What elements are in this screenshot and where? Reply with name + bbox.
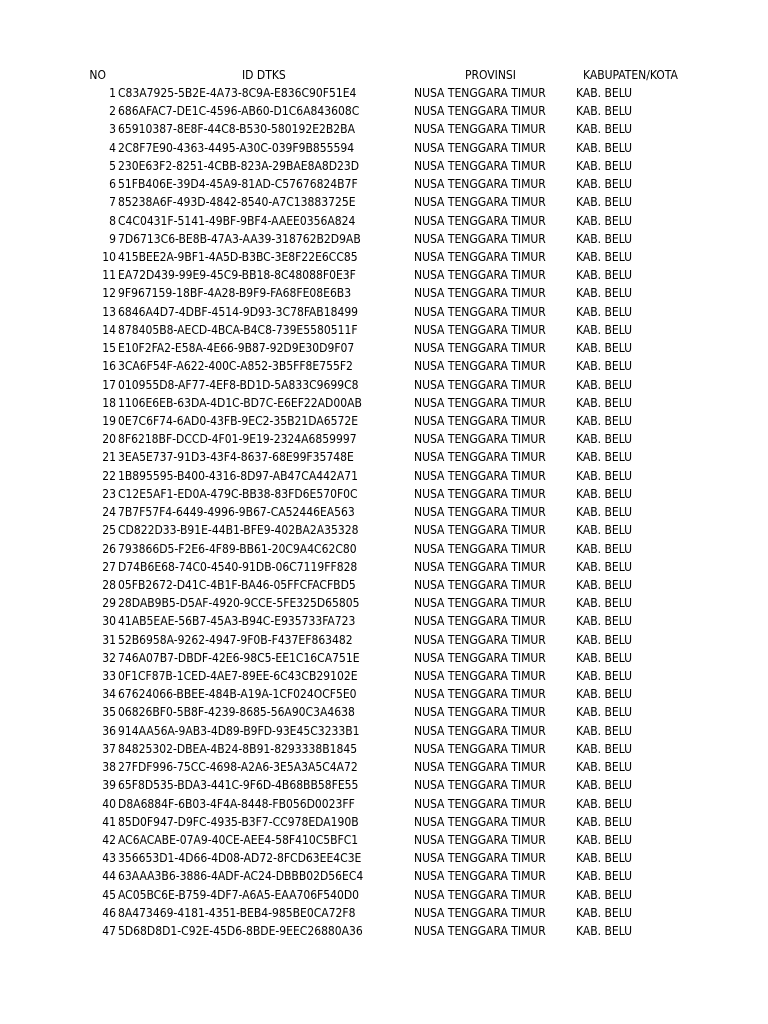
table-row	[0, 284, 768, 302]
table-row	[0, 795, 768, 813]
row-kabupaten-kota: KAB. BELU	[576, 286, 633, 301]
table-row	[0, 722, 768, 740]
table-row	[0, 412, 768, 430]
table-row	[0, 467, 768, 485]
row-id-dtks: 28DAB9B5-D5AF-4920-9CCE-5FE325D65805	[118, 596, 360, 611]
header-no: NO	[89, 68, 106, 82]
row-id-dtks: 9F967159-18BF-4A28-B9F9-FA68FE08E6B3	[118, 286, 352, 301]
row-id-dtks: C4C0431F-5141-49BF-9BF4-AAEE0356A824	[118, 213, 356, 228]
row-provinsi: NUSA TENGGARA TIMUR	[414, 814, 546, 829]
row-kabupaten-kota: KAB. BELU	[576, 541, 633, 556]
row-number: 17	[102, 377, 116, 392]
row-number: 11	[102, 268, 116, 283]
row-kabupaten-kota: KAB. BELU	[576, 395, 633, 410]
row-provinsi: NUSA TENGGARA TIMUR	[414, 705, 546, 720]
row-provinsi: NUSA TENGGARA TIMUR	[414, 377, 546, 392]
row-number: 32	[102, 650, 116, 665]
row-number: 4	[109, 140, 116, 155]
row-kabupaten-kota: KAB. BELU	[576, 614, 633, 629]
row-kabupaten-kota: KAB. BELU	[576, 505, 633, 520]
row-kabupaten-kota: KAB. BELU	[576, 249, 633, 264]
row-number: 10	[102, 249, 116, 264]
table-row	[0, 540, 768, 558]
row-id-dtks: 51FB406E-39D4-45A9-81AD-C57676824B7F	[118, 177, 358, 192]
row-kabupaten-kota: KAB. BELU	[576, 523, 633, 538]
row-number: 42	[102, 833, 116, 848]
row-kabupaten-kota: KAB. BELU	[576, 596, 633, 611]
row-kabupaten-kota: KAB. BELU	[576, 905, 633, 920]
row-provinsi: NUSA TENGGARA TIMUR	[414, 413, 546, 428]
row-kabupaten-kota: KAB. BELU	[576, 104, 633, 119]
table-row	[0, 849, 768, 867]
table-row	[0, 266, 768, 284]
row-number: 12	[102, 286, 116, 301]
row-id-dtks: 06826BF0-5B8F-4239-8685-56A90C3A4638	[118, 705, 355, 720]
table-row	[0, 357, 768, 375]
row-kabupaten-kota: KAB. BELU	[576, 741, 633, 756]
row-kabupaten-kota: KAB. BELU	[576, 450, 633, 465]
row-id-dtks: 0E7C6F74-6AD0-43FB-9EC2-35B21DA6572E	[118, 413, 359, 428]
row-provinsi: NUSA TENGGARA TIMUR	[414, 778, 546, 793]
row-kabupaten-kota: KAB. BELU	[576, 723, 633, 738]
row-number: 25	[102, 523, 116, 538]
row-id-dtks: 010955D8-AF77-4EF8-BD1D-5A833C9699C8	[118, 377, 359, 392]
row-kabupaten-kota: KAB. BELU	[576, 796, 633, 811]
row-number: 21	[102, 450, 116, 465]
row-id-dtks: EA72D439-99E9-45C9-BB18-8C48088F0E3F	[118, 268, 356, 283]
row-provinsi: NUSA TENGGARA TIMUR	[414, 669, 546, 684]
row-id-dtks: 5D68D8D1-C92E-45D6-8BDE-9EEC26880A36	[118, 924, 363, 939]
row-provinsi: NUSA TENGGARA TIMUR	[414, 559, 546, 574]
row-provinsi: NUSA TENGGARA TIMUR	[414, 924, 546, 939]
table-row	[0, 776, 768, 794]
row-provinsi: NUSA TENGGARA TIMUR	[414, 905, 546, 920]
row-provinsi: NUSA TENGGARA TIMUR	[414, 322, 546, 337]
row-id-dtks: 84825302-DBEA-4B24-8B91-8293338B1845	[118, 741, 358, 756]
header-kabupaten-kota: KABUPATEN/KOTA	[583, 68, 678, 82]
row-provinsi: NUSA TENGGARA TIMUR	[414, 887, 546, 902]
table-row	[0, 448, 768, 466]
row-id-dtks: C83A7925-5B2E-4A73-8C9A-E836C90F51E4	[118, 86, 357, 100]
row-kabupaten-kota: KAB. BELU	[576, 559, 633, 574]
row-provinsi: NUSA TENGGARA TIMUR	[414, 195, 546, 210]
row-kabupaten-kota: KAB. BELU	[576, 650, 633, 665]
row-provinsi: NUSA TENGGARA TIMUR	[414, 122, 546, 137]
row-provinsi: NUSA TENGGARA TIMUR	[414, 505, 546, 520]
row-number: 44	[102, 869, 116, 884]
table-row	[0, 740, 768, 758]
row-number: 26	[102, 541, 116, 556]
table-row	[0, 303, 768, 321]
row-number: 8	[109, 213, 116, 228]
row-number: 15	[102, 341, 116, 356]
row-id-dtks: 2C8F7E90-4363-4495-A30C-039F9B855594	[118, 140, 355, 155]
row-provinsi: NUSA TENGGARA TIMUR	[414, 86, 546, 100]
table-row	[0, 339, 768, 357]
row-kabupaten-kota: KAB. BELU	[576, 86, 633, 100]
row-number: 2	[109, 104, 116, 119]
row-number: 5	[109, 158, 116, 173]
table-row	[0, 102, 768, 120]
row-number: 34	[102, 687, 116, 702]
row-provinsi: NUSA TENGGARA TIMUR	[414, 231, 546, 246]
table-row	[0, 430, 768, 448]
row-number: 31	[102, 632, 116, 647]
row-provinsi: NUSA TENGGARA TIMUR	[414, 833, 546, 848]
table-row	[0, 867, 768, 885]
table-row	[0, 394, 768, 412]
header-row	[0, 66, 768, 84]
row-kabupaten-kota: KAB. BELU	[576, 924, 633, 939]
row-number: 3	[109, 122, 116, 137]
row-provinsi: NUSA TENGGARA TIMUR	[414, 104, 546, 119]
row-id-dtks: 65910387-8E8F-44C8-B530-580192E2B2BA	[118, 122, 355, 137]
row-provinsi: NUSA TENGGARA TIMUR	[414, 432, 546, 447]
row-provinsi: NUSA TENGGARA TIMUR	[414, 213, 546, 228]
row-kabupaten-kota: KAB. BELU	[576, 778, 633, 793]
row-number: 43	[102, 851, 116, 866]
row-provinsi: NUSA TENGGARA TIMUR	[414, 177, 546, 192]
row-number: 13	[102, 304, 116, 319]
row-id-dtks: 63AAA3B6-3886-4ADF-AC24-DBBB02D56EC4	[118, 869, 364, 884]
table-row	[0, 376, 768, 394]
table-row	[0, 594, 768, 612]
row-id-dtks: 793866D5-F2E6-4F89-BB61-20C9A4C62C80	[118, 541, 357, 556]
row-id-dtks: 3CA6F54F-A622-400C-A852-3B5FF8E755F2	[118, 359, 353, 374]
row-kabupaten-kota: KAB. BELU	[576, 177, 633, 192]
row-number: 7	[109, 195, 116, 210]
table-row	[0, 175, 768, 193]
row-id-dtks: 6846A4D7-4DBF-4514-9D93-3C78FAB18499	[118, 304, 359, 319]
row-provinsi: NUSA TENGGARA TIMUR	[414, 541, 546, 556]
row-id-dtks: AC05BC6E-B759-4DF7-A6A5-EAA706F540D0	[118, 887, 360, 902]
row-number: 6	[109, 177, 116, 192]
row-kabupaten-kota: KAB. BELU	[576, 669, 633, 684]
table-row	[0, 230, 768, 248]
row-id-dtks: 1B895595-B400-4316-8D97-AB47CA442A71	[118, 468, 358, 483]
table-row	[0, 813, 768, 831]
row-kabupaten-kota: KAB. BELU	[576, 268, 633, 283]
row-number: 46	[102, 905, 116, 920]
row-provinsi: NUSA TENGGARA TIMUR	[414, 869, 546, 884]
row-provinsi: NUSA TENGGARA TIMUR	[414, 286, 546, 301]
row-kabupaten-kota: KAB. BELU	[576, 158, 633, 173]
row-number: 29	[102, 596, 116, 611]
table-row	[0, 503, 768, 521]
row-id-dtks: D8A6884F-6B03-4F4A-8448-FB056D0023FF	[118, 796, 355, 811]
row-id-dtks: 878405B8-AECD-4BCA-B4C8-739E5580511F	[118, 322, 358, 337]
row-kabupaten-kota: KAB. BELU	[576, 304, 633, 319]
row-id-dtks: 686AFAC7-DE1C-4596-AB60-D1C6A843608C	[118, 104, 360, 119]
row-number: 14	[102, 322, 116, 337]
row-id-dtks: E10F2FA2-E58A-4E66-9B87-92D9E30D9F07	[118, 341, 355, 356]
row-kabupaten-kota: KAB. BELU	[576, 122, 633, 137]
row-id-dtks: 914AA56A-9AB3-4D89-B9FD-93E45C3233B1	[118, 723, 360, 738]
row-number: 23	[102, 486, 116, 501]
table-row	[0, 248, 768, 266]
row-provinsi: NUSA TENGGARA TIMUR	[414, 523, 546, 538]
header-id-dtks: ID DTKS	[242, 68, 286, 82]
table-row	[0, 84, 768, 102]
row-id-dtks: 85D0F947-D9FC-4935-B3F7-CC978EDA190B	[118, 814, 359, 829]
row-kabupaten-kota: KAB. BELU	[576, 231, 633, 246]
row-provinsi: NUSA TENGGARA TIMUR	[414, 268, 546, 283]
row-kabupaten-kota: KAB. BELU	[576, 413, 633, 428]
row-number: 28	[102, 577, 116, 592]
row-number: 27	[102, 559, 116, 574]
table-row	[0, 922, 768, 940]
row-kabupaten-kota: KAB. BELU	[576, 432, 633, 447]
row-provinsi: NUSA TENGGARA TIMUR	[414, 158, 546, 173]
table-row	[0, 321, 768, 339]
row-number: 9	[109, 231, 116, 246]
row-provinsi: NUSA TENGGARA TIMUR	[414, 632, 546, 647]
row-kabupaten-kota: KAB. BELU	[576, 486, 633, 501]
row-number: 47	[102, 924, 116, 939]
table-row	[0, 576, 768, 594]
row-kabupaten-kota: KAB. BELU	[576, 213, 633, 228]
row-provinsi: NUSA TENGGARA TIMUR	[414, 468, 546, 483]
table-row	[0, 485, 768, 503]
row-provinsi: NUSA TENGGARA TIMUR	[414, 760, 546, 775]
row-number: 19	[102, 413, 116, 428]
row-id-dtks: 52B6958A-9262-4947-9F0B-F437EF863482	[118, 632, 353, 647]
table-row	[0, 212, 768, 230]
header-provinsi: PROVINSI	[465, 68, 516, 82]
row-kabupaten-kota: KAB. BELU	[576, 705, 633, 720]
row-id-dtks: 67624066-BBEE-484B-A19A-1CF024OCF5E0	[118, 687, 357, 702]
row-number: 16	[102, 359, 116, 374]
row-number: 41	[102, 814, 116, 829]
row-provinsi: NUSA TENGGARA TIMUR	[414, 140, 546, 155]
table-row	[0, 157, 768, 175]
row-kabupaten-kota: KAB. BELU	[576, 833, 633, 848]
table-row	[0, 631, 768, 649]
table-row	[0, 904, 768, 922]
row-provinsi: NUSA TENGGARA TIMUR	[414, 341, 546, 356]
row-number: 20	[102, 432, 116, 447]
table-row	[0, 667, 768, 685]
row-number: 38	[102, 760, 116, 775]
row-kabupaten-kota: KAB. BELU	[576, 577, 633, 592]
row-provinsi: NUSA TENGGARA TIMUR	[414, 359, 546, 374]
row-id-dtks: C12E5AF1-ED0A-479C-BB38-83FD6E570F0C	[118, 486, 358, 501]
row-kabupaten-kota: KAB. BELU	[576, 140, 633, 155]
table-row	[0, 703, 768, 721]
table-row	[0, 120, 768, 138]
row-number: 30	[102, 614, 116, 629]
row-number: 1	[109, 86, 116, 100]
row-id-dtks: 746A07B7-DBDF-42E6-98C5-EE1C16CA751E	[118, 650, 360, 665]
row-provinsi: NUSA TENGGARA TIMUR	[414, 723, 546, 738]
row-id-dtks: 05FB2672-D41C-4B1F-BA46-05FFCFACFBD5	[118, 577, 356, 592]
row-kabupaten-kota: KAB. BELU	[576, 322, 633, 337]
row-provinsi: NUSA TENGGARA TIMUR	[414, 577, 546, 592]
table-row	[0, 831, 768, 849]
row-kabupaten-kota: KAB. BELU	[576, 632, 633, 647]
row-id-dtks: D74B6E68-74C0-4540-91DB-06C7119FF828	[118, 559, 358, 574]
row-provinsi: NUSA TENGGARA TIMUR	[414, 596, 546, 611]
row-kabupaten-kota: KAB. BELU	[576, 377, 633, 392]
row-kabupaten-kota: KAB. BELU	[576, 869, 633, 884]
table-row	[0, 758, 768, 776]
table-row	[0, 886, 768, 904]
row-id-dtks: 0F1CF87B-1CED-4AE7-89EE-6C43CB29102E	[118, 669, 358, 684]
row-kabupaten-kota: KAB. BELU	[576, 341, 633, 356]
table-row	[0, 521, 768, 539]
row-provinsi: NUSA TENGGARA TIMUR	[414, 687, 546, 702]
row-provinsi: NUSA TENGGARA TIMUR	[414, 486, 546, 501]
row-kabupaten-kota: KAB. BELU	[576, 687, 633, 702]
row-number: 37	[102, 741, 116, 756]
row-provinsi: NUSA TENGGARA TIMUR	[414, 304, 546, 319]
row-number: 18	[102, 395, 116, 410]
row-id-dtks: 85238A6F-493D-4842-8540-A7C13883725E	[118, 195, 356, 210]
row-provinsi: NUSA TENGGARA TIMUR	[414, 249, 546, 264]
row-id-dtks: 41AB5EAE-56B7-45A3-B94C-E935733FA723	[118, 614, 356, 629]
row-provinsi: NUSA TENGGARA TIMUR	[414, 614, 546, 629]
row-number: 24	[102, 505, 116, 520]
row-id-dtks: 8A473469-4181-4351-BEB4-985BE0CA72F8	[118, 905, 356, 920]
row-id-dtks: 3EA5E737-91D3-43F4-8637-68E99F35748E	[118, 450, 354, 465]
row-id-dtks: 65F8D535-BDA3-441C-9F6D-4B68BB58FE55	[118, 778, 359, 793]
row-id-dtks: 356653D1-4D66-4D08-AD72-8FCD63EE4C3E	[118, 851, 362, 866]
row-provinsi: NUSA TENGGARA TIMUR	[414, 650, 546, 665]
row-id-dtks: AC6ACABE-07A9-40CE-AEE4-58F410C5BFC1	[118, 833, 359, 848]
row-number: 35	[102, 705, 116, 720]
row-kabupaten-kota: KAB. BELU	[576, 195, 633, 210]
row-id-dtks: 1106E6EB-63DA-4D1C-BD7C-E6EF22AD00AB	[118, 395, 362, 410]
row-number: 33	[102, 669, 116, 684]
row-number: 36	[102, 723, 116, 738]
row-id-dtks: 7B7F57F4-6449-4996-9B67-CA52446EA563	[118, 505, 355, 520]
table-row	[0, 612, 768, 630]
row-id-dtks: 415BEE2A-9BF1-4A5D-B3BC-3E8F22E6CC85	[118, 249, 358, 264]
table-row	[0, 193, 768, 211]
row-kabupaten-kota: KAB. BELU	[576, 359, 633, 374]
row-number: 22	[102, 468, 116, 483]
row-id-dtks: CD822D33-B91E-44B1-BFE9-402BA2A35328	[118, 523, 359, 538]
row-kabupaten-kota: KAB. BELU	[576, 851, 633, 866]
table-row	[0, 558, 768, 576]
row-id-dtks: 230E63F2-8251-4CBB-823A-29BAE8A8D23D	[118, 158, 360, 173]
row-kabupaten-kota: KAB. BELU	[576, 468, 633, 483]
row-provinsi: NUSA TENGGARA TIMUR	[414, 796, 546, 811]
row-provinsi: NUSA TENGGARA TIMUR	[414, 395, 546, 410]
row-provinsi: NUSA TENGGARA TIMUR	[414, 741, 546, 756]
table-row	[0, 139, 768, 157]
row-number: 40	[102, 796, 116, 811]
row-provinsi: NUSA TENGGARA TIMUR	[414, 450, 546, 465]
row-number: 39	[102, 778, 116, 793]
row-kabupaten-kota: KAB. BELU	[576, 760, 633, 775]
row-id-dtks: 8F6218BF-DCCD-4F01-9E19-2324A6859997	[118, 432, 357, 447]
table-row	[0, 685, 768, 703]
row-kabupaten-kota: KAB. BELU	[576, 814, 633, 829]
table-row	[0, 649, 768, 667]
row-id-dtks: 27FDF996-75CC-4698-A2A6-3E5A3A5C4A72	[118, 760, 358, 775]
row-id-dtks: 7D6713C6-BE8B-47A3-AA39-318762B2D9AB	[118, 231, 361, 246]
row-number: 45	[102, 887, 116, 902]
row-provinsi: NUSA TENGGARA TIMUR	[414, 851, 546, 866]
row-kabupaten-kota: KAB. BELU	[576, 887, 633, 902]
